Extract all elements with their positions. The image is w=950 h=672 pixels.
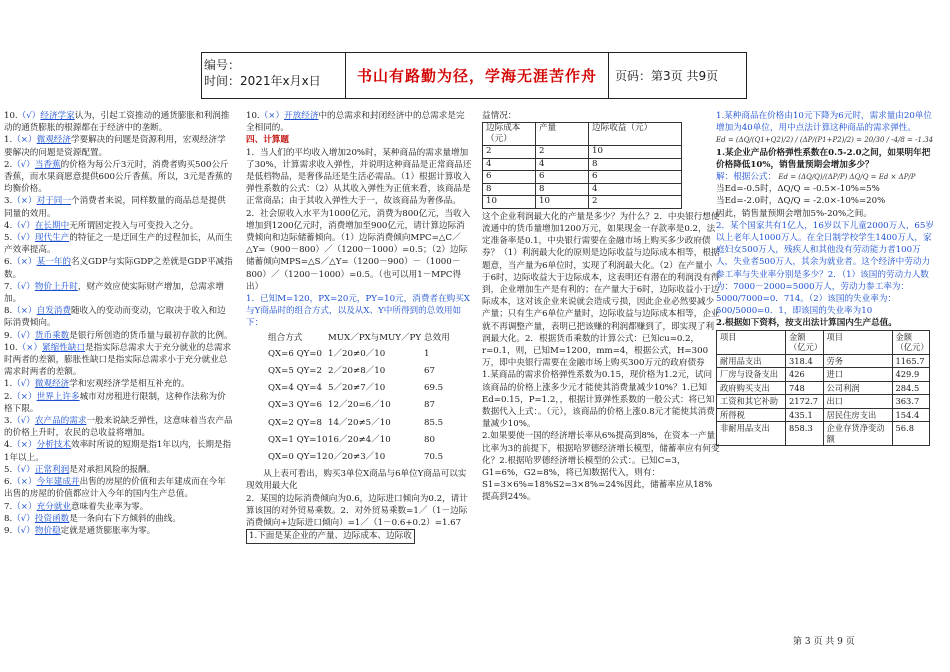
keyword-link: 世界上许多 — [36, 391, 80, 402]
column-1 — [4, 110, 234, 537]
gdp-cell: 1165.7 — [892, 354, 930, 368]
utility-cell: 12／20=6／10 — [328, 400, 391, 411]
utility-cell: QX=2 QY=8 — [268, 417, 322, 428]
question-text: 是对承担风险的报酬。 — [69, 464, 156, 475]
question-text: 学和宏观经济学是相互补充的。 — [69, 379, 190, 390]
tf-question — [4, 159, 234, 196]
utility-cell: 组合方式 — [268, 332, 303, 343]
utility-cell: 16／20≠4／10 — [328, 434, 391, 445]
tf-question — [4, 513, 234, 525]
question-number: 1. — [4, 135, 13, 146]
marginal-row — [483, 183, 682, 196]
utility-cell: 1／20≠0／10 — [328, 348, 386, 359]
solution-formula: Ed = (ΔQ/Q)/(ΔP/P) ΔQ/Q = Ed × ΔP/P — [776, 173, 916, 182]
utility-cell: 1 — [424, 348, 430, 359]
question-text: 个消费者来说，同样数量的商品总是提供同量的效用。 — [4, 196, 226, 219]
table-intro: 益情况： — [482, 111, 517, 121]
utility-cell: 80 — [424, 434, 435, 445]
utility-table — [246, 332, 472, 464]
gdp-cell: 公司利润 — [823, 381, 892, 395]
keyword-link: 农产品的需求 — [34, 416, 87, 427]
utility-table-row — [268, 434, 472, 446]
header-page-info: 页码：第3页 共9页 — [615, 69, 719, 83]
utility-cell: 2／20≠8／10 — [328, 366, 386, 377]
gdp-cell: 企业存货净变动额 — [823, 422, 892, 446]
page-header — [201, 52, 747, 99]
gdp-cell: 429.9 — [892, 368, 930, 382]
question-text: 学要解决的问题是资源利用，宏观经济学要解决的问题是资源配置。 — [4, 135, 226, 158]
calc-answer-1: 这个企业利润最大化的产量是多少？为什么？2．中央银行想使流通中的货币量增加1200万元，如果现金一存款率是0.2，法定准备率是0.1，中央银行需要在金融市场上购买多少政府债券？（1）利润最大化的原则是边际收益与边际成本相等，根据题意，当产量为6单位时，实现了利润最大化。（2）在产量小于6时，边际收益大于边际成本，这表明还有潜在的利润没有得到，企业增加生产是有利的；在产量大于6时，边际收益小于边际成本，这对该企业来说就会造成亏损，因此企业必然要减少产量；只有生产6单位产量时，边际收益与边际成本相等，企业就不再调整产量，表明已把该赚的利润都赚到了，即实现了利润最大化。2．根据货币乘数的计算公式：已知cu=0.2，r=0.1，则，已知M=1200，mm=4，根据公式，H=300万，即中央银行需要在金融市场上购买300万元的政府债券 — [482, 211, 720, 369]
column-right — [716, 110, 936, 446]
header-meta — [202, 53, 346, 98]
gdp-cell: 所得税 — [717, 408, 786, 422]
tf-question-10: 10.（×）开放经济中的总需求和封闭经济中的总需求是完全相同的。 — [246, 111, 465, 134]
keyword-link: 投资函数 — [34, 513, 70, 524]
th-mc: 边际成本（元） — [483, 123, 536, 146]
keyword-link: 紧缩性缺口 — [42, 342, 86, 353]
question-number: 5. — [4, 464, 13, 475]
utility-table-header — [268, 332, 472, 344]
tf-question — [4, 134, 234, 158]
marginal-cell: 2 — [483, 146, 536, 159]
question-text: 是指实际总需求大于充分就业的总需求时两者的差额，膨胀性缺口是指实际总需求小于充分就业总需求时两者的差额。 — [4, 342, 232, 378]
marginal-cell: 6 — [589, 171, 682, 184]
question-number: 7. — [4, 281, 13, 292]
question-number: 8. — [4, 306, 13, 317]
question-text: 无所谓固定投入与可变投入之分。 — [69, 220, 199, 231]
elasticity-formula: Ed = (ΔQ/(Q1+Q2)/2) / (ΔP/(P1+P2)/2) = 20/30 / -4/8 = -1.34 — [716, 136, 934, 145]
marginal-row — [483, 158, 682, 171]
question-number: 6. — [4, 477, 13, 488]
price-cut-problem: 1.某企业产品价格弹性系数在0.5-2.0之间，如果明年把价格降低10%，销售量预期会增加多少？ — [716, 147, 931, 170]
keyword-link: 分析技术 — [36, 440, 71, 451]
utility-cell: 14／20≠5／10 — [328, 417, 391, 428]
marginal-cell: 4 — [536, 158, 589, 171]
answer-mark: （×） — [12, 477, 37, 488]
solution-conclusion: 因此，销售量预期会增加5%-20%之间。 — [716, 208, 872, 219]
column-2 — [246, 110, 472, 544]
question-text: 的特征之一是迂回生产的过程加长，从而生产效率提高。 — [4, 233, 233, 256]
question-number: 2. — [4, 159, 13, 170]
gdp-row — [717, 354, 930, 368]
solution-case-1: 当Ed=-0.5时，ΔQ/Q = -0.5×-10%=5% — [716, 184, 880, 195]
keyword-link: 微观经济 — [36, 135, 71, 146]
labor-problem: 2．某个国家共有1亿人，16岁以下儿童2000万人，65岁以上老年人1000万人。在全日制学校学生1400万人，家庭妇女500万人，残疾人和其他没有劳动能力者100万人，失业者500万人，其余为就业者。这个经济中劳动力参工率与失业率分别是多少？2．（1）该国的劳动力人数为：7000－2000=5000万人，劳动力参工率为：5000/7000=0．714。（2）该国的失业率为：500/5000=0．1，即该国的失业率为10 — [716, 220, 934, 317]
gdp-header-cell: 项目 — [717, 330, 786, 354]
gdp-cell: 363.7 — [892, 395, 930, 409]
page-footer: 第 3 页 共 9 页 — [793, 637, 855, 647]
utility-cell: 总效用 — [424, 332, 450, 343]
tf-question — [4, 391, 234, 415]
tf-question — [4, 342, 234, 379]
keyword-link: 在长期中 — [34, 220, 70, 231]
tf-question — [4, 232, 234, 256]
gdp-cell: 748 — [786, 381, 824, 395]
gdp-cell: 进口 — [823, 368, 892, 382]
keyword-link: 对于同一 — [36, 196, 71, 207]
tf-question — [4, 330, 234, 342]
column-3 — [482, 110, 720, 504]
gdp-cell: 出口 — [823, 395, 892, 409]
utility-table-row — [268, 348, 472, 360]
gdp-header-cell: 金额（亿元） — [786, 330, 824, 354]
question-number: 9. — [4, 525, 13, 536]
utility-cell: QX=4 QY=4 — [268, 383, 322, 394]
marginal-row — [483, 146, 682, 159]
keyword-link: 货币乘数 — [34, 330, 70, 341]
question-number: 8. — [4, 513, 13, 524]
gdp-cell: 435.1 — [786, 408, 824, 422]
gdp-row — [717, 381, 930, 395]
gdp-cell: 318.4 — [786, 354, 824, 368]
gdp-cell: 858.3 — [786, 422, 824, 446]
question-number: 9. — [4, 330, 13, 341]
gdp-header-cell: 项目 — [823, 330, 892, 354]
question-text: 一般来说缺乏弹性，这意味着当农产品的价格上升时，农民的总收益将增加。 — [4, 416, 233, 439]
utility-cell: 87 — [424, 400, 435, 411]
marginal-cell: 8 — [483, 183, 536, 196]
question-text: 名义GDP与实际GDP之差就是GDP平减指数。 — [4, 257, 233, 280]
question-text: ，财产效应使实际财产增加，总需求增加。 — [4, 281, 224, 305]
gdp-cell: 426 — [786, 368, 824, 382]
answer-mark: （√） — [12, 220, 35, 231]
answer-mark: （×） — [12, 135, 37, 146]
keyword-link: 微观经济 — [34, 379, 70, 390]
utility-cell: 85.5 — [424, 417, 444, 428]
answer-mark: （√） — [12, 233, 35, 244]
question-text: 效率时所说的短期是指1年以内，长期是指1年以上。 — [4, 440, 232, 463]
marginal-cell: 10 — [589, 146, 682, 159]
marginal-cell: 6 — [483, 171, 536, 184]
utility-cell: QX=1 QY=10 — [268, 434, 328, 445]
marginal-cell: 4 — [483, 158, 536, 171]
question-number: 4. — [4, 220, 13, 231]
utility-table-row — [268, 365, 472, 377]
keyword-link: 当香蕉 — [34, 159, 61, 170]
keyword-link: 某一年的 — [36, 257, 71, 268]
gdp-cell: 284.5 — [892, 381, 930, 395]
question-text: 城市对房租进行限制，这种作法称为价格下限。 — [4, 391, 226, 414]
utility-cell: MUX／PX与MUY／PY — [328, 332, 422, 343]
utility-cell: QX=6 QY=0 — [268, 348, 322, 359]
question-text: 意味着失业率为零。 — [70, 501, 149, 512]
answer-mark: （×） — [12, 257, 37, 268]
question-text: 出售的房屋的价值和去年建成而在今年出售的房屋的价值都应计入今年的国内生产总值。 — [4, 477, 226, 500]
utility-table-row — [268, 382, 472, 394]
utility-table-row — [268, 417, 472, 429]
answer-mark: （√） — [12, 159, 35, 170]
tf-question — [4, 256, 234, 280]
answer-mark: （×） — [12, 306, 37, 317]
marginal-cell: 4 — [589, 183, 682, 196]
keyword-link: 现代生产 — [34, 233, 70, 244]
marginal-cell: 10 — [483, 196, 536, 209]
keyword-link: 充分就业 — [36, 501, 71, 512]
utility-table-row — [268, 399, 472, 411]
header-time: 时间：2021年x月x日 — [204, 74, 321, 88]
tf-question — [4, 195, 234, 219]
answer-mark: （×） — [12, 501, 37, 512]
gdp-cell: 劳务 — [823, 354, 892, 368]
gdp-cell: 耐用品支出 — [717, 354, 786, 368]
question-number: 5. — [4, 233, 13, 244]
marginal-cell: 6 — [536, 171, 589, 184]
utility-cell: 0／20≠3／10 — [328, 452, 386, 463]
answer-mark: （×） — [12, 440, 37, 451]
calc-answer-3: 2.如果要使一国的经济增长率从6%提高到8%，在资本一产量比率为3的前提下，根据哈罗德经济增长模型，储蓄率应有何变化？2.根据哈罗德经济增长模型的公式：。已知C=3，G1=6%，G2=8%，将已知数据代入，则有：S1=3×6%=18%S2=3×8%=24%因此，储蓄率应从18%提高到24%。 — [482, 431, 720, 503]
tf-question — [4, 476, 234, 500]
gdp-cell: 154.4 — [892, 408, 930, 422]
gdp-cell: 56.8 — [892, 422, 930, 446]
marginal-row — [483, 171, 682, 184]
calc-problem-trade: 2．某国的边际消费倾向为0.6，边际进口倾向为0.2，请计算该国的对外贸易乘数。2．对外贸易乘数=1／（1－边际消费倾向+边际进口倾向）=1／（1－0.6+0.2）=1.67 — [246, 493, 468, 529]
tf-question — [4, 110, 234, 134]
question-number: 10. — [4, 342, 18, 353]
question-number: 6. — [4, 257, 13, 268]
keyword-link: 物价上升时 — [34, 281, 78, 292]
gdp-table-header — [717, 330, 930, 354]
question-number: 2. — [4, 391, 13, 402]
tf-question — [4, 464, 234, 476]
header-number-label: 编号： — [204, 58, 241, 72]
question-number: 7. — [4, 501, 13, 512]
gdp-table — [716, 330, 930, 447]
tf-question — [4, 220, 234, 232]
question-text: 是银行所创造的货币量与最初存款的比例。 — [69, 330, 233, 341]
gdp-cell: 非耐用品支出 — [717, 422, 786, 446]
calc-problem-firm: 1.下面是某企业的产量、边际成本、边际收 — [246, 529, 472, 543]
utility-cell: QX=5 QY=2 — [268, 366, 322, 377]
keyword-link: 今年建成并 — [36, 477, 80, 488]
answer-mark: （√） — [12, 379, 35, 390]
elasticity-problem: 1.某种商品在价格由10元下降为6元时，需求量由20单位增加为40单位，用中点法计算这种商品的需求弹性。 — [716, 111, 933, 134]
question-number: 3. — [4, 196, 13, 207]
tf-question — [4, 378, 234, 390]
answer-mark: （√） — [12, 330, 35, 341]
calc-problem-2: 2．社会原收入水平为1000亿元，消费为800亿元，当收入增加到1200亿元时，消费增加至900亿元，请计算边际消费倾向和边际储蓄倾向。（1）边际消费倾向MPC=△C／△Y=（900－800）／（1200－1000）=0.5；（2）边际储蓄倾向MPS=△S／△Y=（1200－900）－（1000－800）／（1200－1000）=0.5。（也可以用1－MPC得出） — [246, 208, 471, 292]
solution-line — [716, 171, 936, 183]
question-number: 10. — [4, 111, 18, 121]
gdp-row — [717, 422, 930, 446]
section-title: 四、计算题 — [246, 135, 289, 146]
gdp-row — [717, 368, 930, 382]
keyword-link: 正常利润 — [34, 464, 70, 475]
gdp-cell: 政府购买支出 — [717, 381, 786, 395]
tf-question — [4, 305, 234, 329]
tf-question — [4, 501, 234, 513]
tf-question — [4, 439, 234, 463]
question-text: 是一条向右下方倾斜的曲线。 — [69, 513, 181, 524]
question-text: 的价格为每公斤3元时，消费者购买500公斤香蕉，而水果商愿意提供600公斤香蕉。所以，3元是香蕉的均衡价格。 — [4, 159, 233, 195]
calc-answer-2: 1.某商品的需求价格弹性系数为0.15，现价格为1.2元，试问该商品的价格上涨多少元才能使其消费量减少10%？1.已知Ed=0.15，P=1.2，，根据计算弹性系数的一般公式：将已知数据代入上式：。（元），该商品的价格上涨0.8元才能使其消费量减少10%。 — [482, 370, 715, 430]
utility-cell: 69.5 — [424, 383, 444, 394]
tf-question — [4, 281, 234, 305]
answer-mark: （×） — [12, 196, 37, 207]
keyword-link: 物价稳 — [34, 525, 61, 536]
calc-problem-3: 1．已知M=120，PX=20元，PY=10元，消费者在购买X与Y商品时的组合方式，以及从X、Y中所得到的总效用如下： — [246, 294, 470, 329]
gdp-cell: 工资和其它补助 — [717, 395, 786, 409]
solution-label: 解：根据公式： — [716, 172, 777, 183]
question-number: 3. — [4, 416, 13, 427]
utility-cell: 67 — [424, 366, 435, 377]
calc-conclusion: 从上表可看出，购买3单位X商品与6单位Y商品可以实现效用最大化 — [246, 469, 467, 492]
solution-case-2: 当Ed=-2.0时，ΔQ/Q = -2.0×-10%=20% — [716, 196, 886, 207]
answer-mark: （√） — [12, 281, 35, 292]
utility-cell: QX=3 QY=6 — [268, 400, 322, 411]
header-motto: 书山有路勤为径，学海无涯苦作舟 — [346, 53, 609, 98]
keyword-link: 自发消费 — [36, 306, 71, 317]
answer-mark: （√） — [12, 525, 35, 536]
utility-table-row — [268, 451, 472, 463]
keyword-link: 经济学家 — [40, 111, 75, 121]
tf-question — [4, 525, 234, 537]
marginal-cell: 8 — [536, 183, 589, 196]
answer-mark: （×） — [12, 391, 37, 402]
utility-cell: 70.5 — [424, 452, 444, 463]
marginal-table — [482, 122, 682, 209]
answer-mark: （√） — [12, 416, 35, 427]
th-qty: 产量 — [536, 123, 589, 146]
marginal-cell: 8 — [589, 158, 682, 171]
question-text: 认为，引起工资推动的通货膨胀和利润推动的通货膨胀的根源都在于经济中的垄断。 — [4, 111, 230, 134]
answer-mark: （×） — [17, 342, 43, 353]
marginal-cell: 2 — [589, 196, 682, 209]
gdp-row — [717, 395, 930, 409]
gdp-cell: 2172.7 — [786, 395, 824, 409]
gdp-problem: 2.根据如下资料，按支出法计算国内生产总值。 — [716, 318, 897, 329]
question-number: 4. — [4, 440, 13, 451]
th-mr: 边际收益（元） — [589, 123, 682, 146]
question-text: 随收入的变动而变动，它取决于收入和边际消费倾向。 — [4, 306, 226, 329]
gdp-cell: 居民住房支出 — [823, 408, 892, 422]
answer-mark: （√） — [12, 464, 35, 475]
utility-cell: QX=0 QY=12 — [268, 452, 328, 463]
tf-question — [4, 415, 234, 439]
utility-cell: 5／20≠7／10 — [328, 383, 386, 394]
gdp-header-cell: 金额（亿元） — [892, 330, 930, 354]
question-text: 定就是通货膨胀率为零。 — [60, 525, 156, 536]
marginal-row — [483, 196, 682, 209]
marginal-cell: 2 — [536, 146, 589, 159]
gdp-cell: 厂房与设备支出 — [717, 368, 786, 382]
marginal-cell: 10 — [536, 196, 589, 209]
question-number: 1. — [4, 379, 13, 390]
answer-mark: （√） — [12, 513, 35, 524]
answer-mark: （√） — [17, 111, 41, 121]
calc-problem-1: 1．当人们的平均收入增加20%时，某种商品的需求量增加了30%，计算需求收入弹性，并说明这种商品是正常商品还是低档物品，是奢侈品还是生活必需品。（1）根据计算收入弹性系数的公式：（2）从其收入弹性为正值来看，该商品是正常商品；由于其收入弹性大于一，故该商品为奢侈品。 — [246, 147, 472, 207]
gdp-row — [717, 408, 930, 422]
